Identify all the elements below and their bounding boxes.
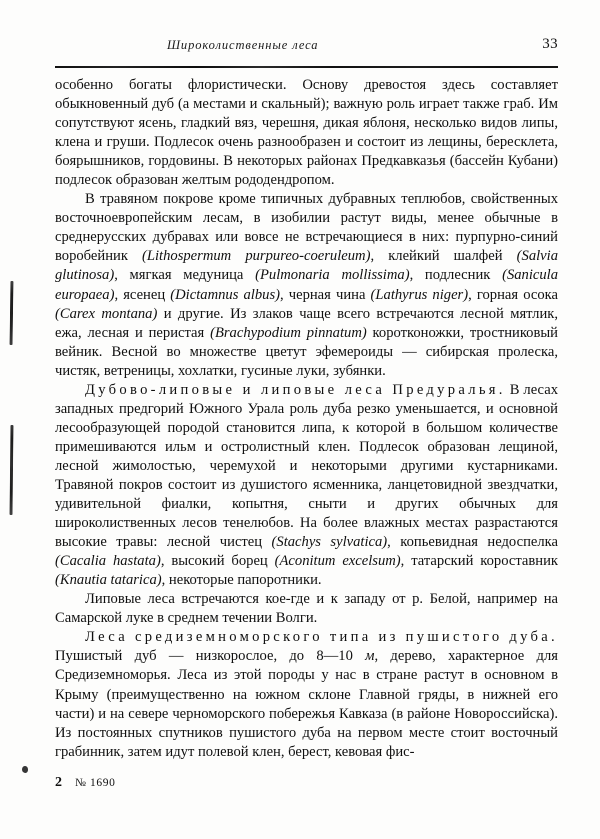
text-run: , дерево, характерное для Средиземноморья. Леса из этой породы у нас в стране растут в основном в Крыму (преимущественно на южном склоне Главной гряды, в нижней его части) и на севере черноморского побережья Кавказа (в районе Новороссийска). Из постоянных спутников пушистого дуба на первом месте стоит восточный грабинник, затем идут полевой клен, берест, кевовая фис- xyxy=(55,648,558,760)
latin-binomial: (Brachypodium pinnatum) xyxy=(210,324,367,341)
left-margin-streak-lower xyxy=(10,425,14,515)
latin-binomial: (Pulmonaria mollissima) xyxy=(255,267,410,284)
page-number: 33 xyxy=(542,36,558,52)
header-rule xyxy=(55,66,558,68)
running-header-title: Широколиственные леса xyxy=(167,38,319,52)
latin-binomial: м xyxy=(365,648,375,665)
text-run: , ясенец xyxy=(114,286,171,303)
paragraph-oak-linden-preurals xyxy=(55,381,558,591)
text-run: , копьевидная недоспелка xyxy=(387,534,558,551)
text-run: , черная чина xyxy=(279,286,371,303)
text-run: , татарский короставник xyxy=(400,553,558,570)
paragraph-herb-layer xyxy=(55,190,558,380)
latin-binomial: (Stachys sylvatica) xyxy=(271,534,388,551)
latin-binomial: (Sanicula europaea) xyxy=(55,267,559,303)
signature-mark: 2 xyxy=(55,775,62,790)
text-run: , горная осока xyxy=(468,286,558,303)
scan-ink-blot xyxy=(22,766,28,773)
text-run: Липовые леса встречаются кое-где и к западу от р. Белой, например на Самарской луке в среднем течении Волги. xyxy=(55,591,558,627)
page-footer xyxy=(55,774,115,791)
text-run: и другие. Из злаков чаще всего встречаются лесной мятлик, ежа, лесная и перистая xyxy=(55,305,559,341)
body-text-column xyxy=(55,76,558,762)
running-header xyxy=(55,38,558,64)
left-margin-streak-upper xyxy=(10,281,14,345)
text-run: , клейкий шалфей xyxy=(370,248,517,265)
text-run: В травяном покрове кроме типичных дубравных теплюбов, свойственных восточноевропейским лесам, в изобилии растут виды, менее обычные в среднерусских дубравах или вовсе не встречающиеся в них: пурпурно-синий воробейник xyxy=(55,191,558,265)
text-run: Пушистый дуб — низкорослое, до 8—10 xyxy=(55,648,366,665)
latin-binomial: (Carex montana) xyxy=(55,305,158,322)
text-run: , некоторые папоротники. xyxy=(161,572,322,589)
latin-binomial: (Knautia tatarica) xyxy=(55,572,162,589)
text-run: , высокий борец xyxy=(160,553,275,570)
latin-binomial: (Aconitum excelsum) xyxy=(274,553,401,570)
text-run: , мягкая медуница xyxy=(114,267,256,284)
latin-binomial: (Cacalia hastata) xyxy=(55,553,161,570)
text-run: особенно богаты флористически. Основу древостоя здесь составляет обыкновенный дуб (а местами и скальный); важную роль играет также граб. Им сопутствуют ясень, гладкий вяз, черешня, дикая яблоня, несколько видов липы, клена и груши. Подлесок очень разнообразен и состоит из лещины, бересклета, боярышников, гордовины. В некоторых районах Предкавказья (бассейн Кубани) подлесок образован желтым рододендропом. xyxy=(55,77,558,189)
latin-binomial: (Salvia glutinosa) xyxy=(55,248,559,284)
paragraph-mediterranean-pubescent-oak xyxy=(55,628,558,761)
paragraph-broadleaf-composition xyxy=(55,76,558,190)
text-run: В лесах западных предгорий Южного Урала роль дуба резко уменьшается, и основной лесообразующей породой становится липа, к которой в большом количестве примешиваются ильм и остролистный клен. Подлесок образован лещиной, лесной жимолостью, черемухой и некоторыми другими кустарниками. Травяной покров состоит из душистого ясменника, ланцетовидной звездчатки, удивительной фиалки, копытня, сныти и других обычных для широколиственных лесов тенелюбов. На более влажных местах разрастаются высокие травы: лесной чистец xyxy=(55,381,558,551)
order-number: № 1690 xyxy=(75,777,116,789)
latin-binomial: (Dictamnus albus) xyxy=(170,286,280,303)
paragraph-linden-west-belaya xyxy=(55,590,558,628)
text-run: коротконожки, тростниковый вейник. Весной во множестве цветут эфемероиды — сибирская пролеска, чистяк, ветреницы, хохлатки, гусиные луки, зубянки. xyxy=(55,324,558,379)
section-heading-inline: Дубово-липовые и липовые леса Предуралья. xyxy=(85,381,506,398)
section-heading-inline: Леса средиземноморского типа из пушистого дуба. xyxy=(85,629,558,646)
latin-binomial: (Lathyrus niger) xyxy=(370,286,469,303)
latin-binomial: (Lithospermum purpureo-coeruleum) xyxy=(142,248,371,265)
text-run: , подлесник xyxy=(409,267,503,284)
